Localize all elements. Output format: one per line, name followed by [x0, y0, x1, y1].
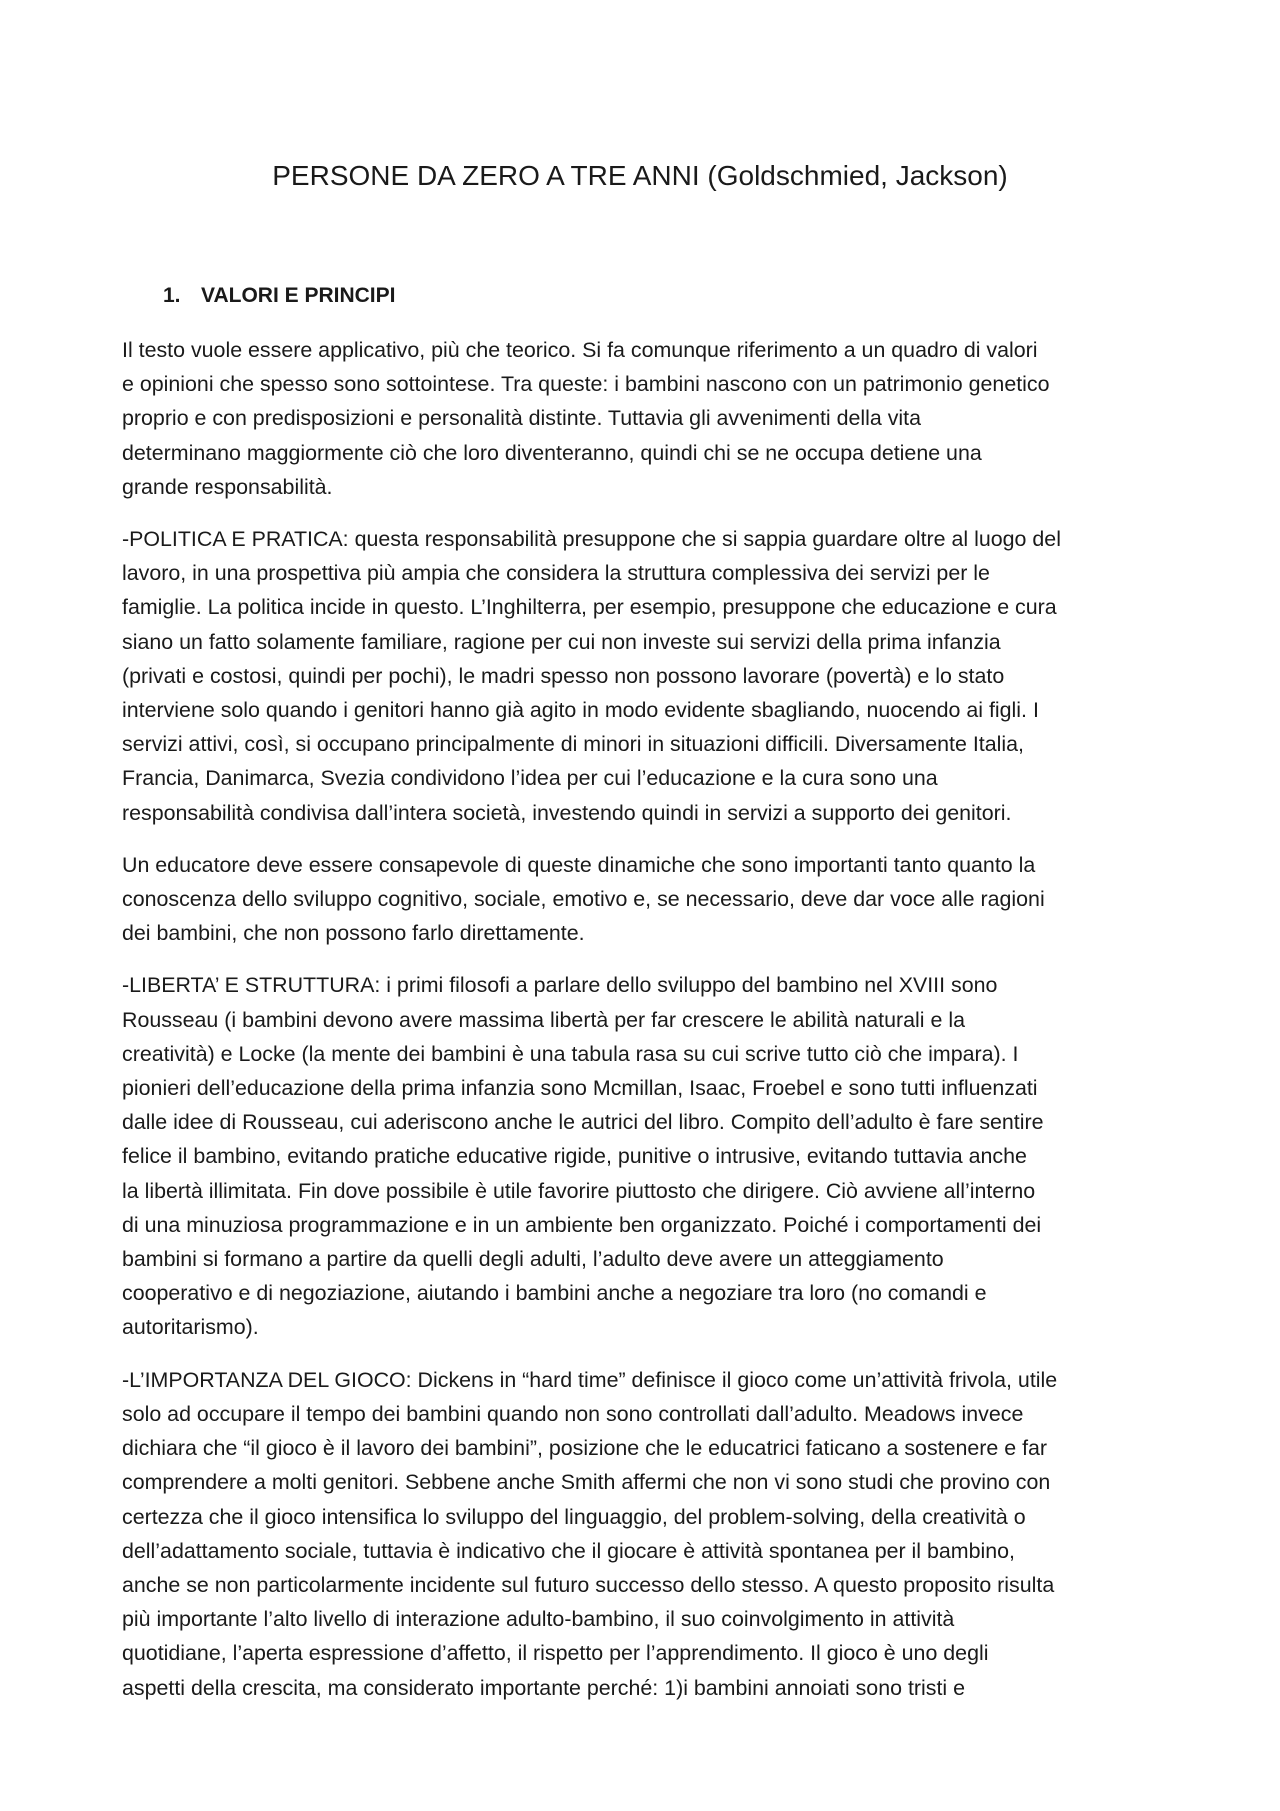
section-title: VALORI E PRINCIPI	[201, 284, 396, 307]
text-line: anche se non particolarmente incidente sul futuro successo dello stesso. A questo proposito risulta	[122, 1572, 1055, 1597]
text-line: (privati e costosi, quindi per pochi), le madri spesso non possono lavorare (povertà) e lo stato	[122, 663, 1005, 688]
text-line: dalle idee di Rousseau, cui aderiscono anche le autrici del libro. Compito dell’adulto è fare sentire	[122, 1110, 1044, 1135]
text-line: comprendere a molti genitori. Sebbene anche Smith affermi che non vi sono studi che provino con	[122, 1470, 1051, 1495]
paragraph-liberta-e-struttura	[122, 968, 1174, 1344]
text-line: -LIBERTA’ E STRUTTURA: i primi filosofi a parlare dello sviluppo del bambino nel XVIII sono	[122, 973, 998, 998]
text-line: grande responsabilità.	[122, 474, 333, 499]
text-line: cooperativo e di negoziazione, aiutando i bambini anche a negoziare tra loro (no comandi e	[122, 1281, 987, 1306]
text-line: -POLITICA E PRATICA: questa responsabilità presuppone che si sappia guardare oltre al luogo del	[122, 527, 1061, 552]
text-line: conoscenza dello sviluppo cognitivo, sociale, emotivo e, se necessario, deve dar voce alle ragioni	[122, 887, 1045, 912]
text-line: certezza che il gioco intensifica lo sviluppo del linguaggio, del problem-solving, della creatività o	[122, 1504, 1026, 1529]
text-line: la libertà illimitata. Fin dove possibile è utile favorire piuttosto che dirigere. Ciò avviene all’interno	[122, 1178, 1036, 1203]
paragraph-intro	[122, 333, 1174, 504]
text-line: Il testo vuole essere applicativo, più che teorico. Si fa comunque riferimento a un quadro di valori	[122, 338, 1038, 362]
text-line: interviene solo quando i genitori hanno già agito in modo evidente sbagliando, nuocendo ai figli. I	[122, 698, 1039, 723]
text-line: creatività) e Locke (la mente dei bambini è una tabula rasa su cui scrive tutto ciò che impara). I	[122, 1041, 1019, 1066]
paragraph-importanza-del-gioco	[122, 1363, 1174, 1705]
text-line: più importante l’alto livello di interazione adulto-bambino, il suo coinvolgimento in attività	[122, 1607, 955, 1632]
text-line: dei bambini, che non possono farlo direttamente.	[122, 921, 585, 946]
document-body	[122, 333, 1174, 1723]
text-line: dell’adattamento sociale, tuttavia è indicativo che il giocare è attività spontanea per il bambino,	[122, 1538, 1015, 1563]
text-line: aspetti della crescita, ma considerato importante perché: 1)i bambini annoiati sono tristi e	[122, 1675, 965, 1700]
text-line: quotidiane, l’aperta espressione d’affetto, il rispetto per l’apprendimento. Il gioco è uno degli	[122, 1641, 989, 1666]
text-line: Un educatore deve essere consapevole di queste dinamiche che sono importanti tanto quanto la	[122, 852, 1036, 877]
text-line: Rousseau (i bambini devono avere massima libertà per far crescere le abilità naturali e la	[122, 1007, 965, 1032]
text-line: bambini si formano a partire da quelli degli adulti, l’adulto deve avere un atteggiamento	[122, 1247, 944, 1272]
text-line: dichiara che “il gioco è il lavoro dei bambini”, posizione che le educatrici faticano a sostenere e far	[122, 1436, 1048, 1461]
text-line: e opinioni che spesso sono sottointese. Tra queste: i bambini nascono con un patrimonio genetico	[122, 372, 1050, 397]
text-line: servizi attivi, così, si occupano principalmente di minori in situazioni difficili. Diversamente Italia,	[122, 732, 1024, 757]
text-line: famiglie. La politica incide in questo. L’Inghilterra, per esempio, presuppone che educazione e cura	[122, 595, 1057, 620]
section-number: 1.	[163, 284, 181, 307]
text-line: autoritarismo).	[122, 1315, 259, 1340]
text-line: felice il bambino, evitando pratiche educative rigide, punitive o intrusive, evitando tuttavia anche	[122, 1144, 1027, 1169]
text-line: determinano maggiormente ciò che loro diventeranno, quindi chi se ne occupa detiene una	[122, 440, 982, 465]
text-line: solo ad occupare il tempo dei bambini quando non sono controllati dall’adulto. Meadows invece	[122, 1401, 1024, 1426]
text-line: lavoro, in una prospettiva più ampia che considera la struttura complessiva dei servizi per le	[122, 561, 990, 586]
text-line: Francia, Danimarca, Svezia condividono l’idea per cui l’educazione e la cura sono una	[122, 766, 938, 791]
text-line: pionieri dell’educazione della prima infanzia sono Mcmillan, Isaac, Froebel e sono tutti influenzati	[122, 1076, 1038, 1101]
text-line: siano un fatto solamente familiare, ragione per cui non investe sui servizi della prima infanzia	[122, 629, 1001, 654]
paragraph-politica-e-pratica	[122, 522, 1174, 830]
document-title: PERSONE DA ZERO A TRE ANNI (Goldschmied, Jackson)	[272, 160, 1008, 191]
text-line: di una minuziosa programmazione e in un ambiente ben organizzato. Poiché i comportamenti dei	[122, 1212, 1042, 1237]
text-line: responsabilità condivisa dall’intera società, investendo quindi in servizi a supporto dei genitori.	[122, 800, 1012, 825]
section-heading	[163, 282, 395, 310]
text-line: -L’IMPORTANZA DEL GIOCO: Dickens in “hard time” definisce il gioco come un’attività frivola, utile	[122, 1367, 1058, 1392]
text-line: proprio e con predisposizioni e personalità distinte. Tuttavia gli avvenimenti della vita	[122, 406, 922, 431]
paragraph-educatore	[122, 848, 1174, 951]
